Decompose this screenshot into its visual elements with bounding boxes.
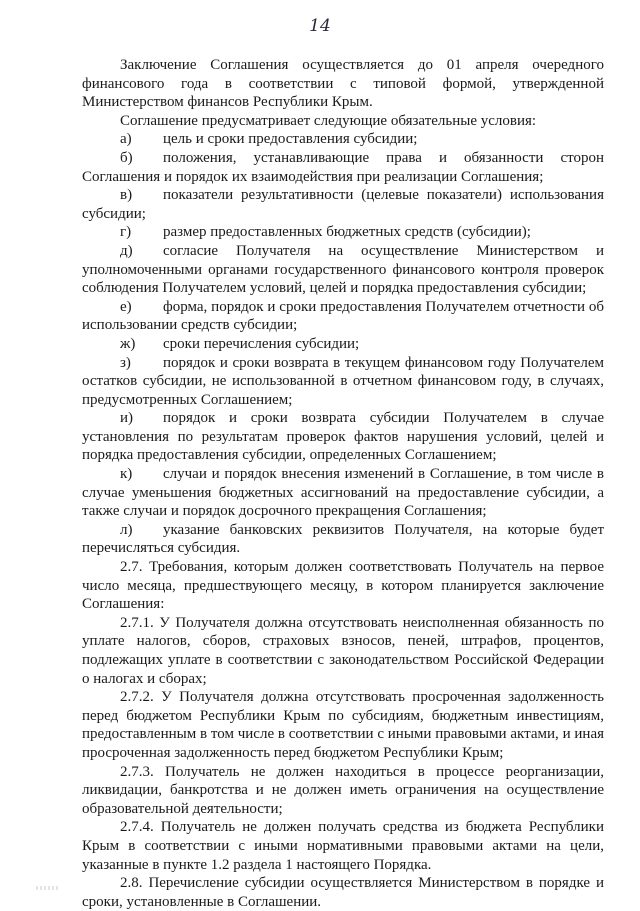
list-marker: в) (120, 187, 133, 204)
list-marker: к) (120, 466, 133, 483)
list-item (82, 130, 604, 149)
list-marker: е) (120, 298, 132, 315)
list-item (82, 242, 604, 298)
list-item-text: случаи и порядок внесения изменений в Соглашение, в том числе в случае уменьшения бюджетных ассигнований на предоставление субсидии, а также случаи и порядок досрочного прекращения Соглашения; (82, 466, 604, 520)
intro-paragraph: Заключение Соглашения осуществляется до 01 апреля очередного финансового года в соответствии с типовой формой, утвержденной Министерством финансов Республики Крым. (82, 57, 604, 111)
list-item-text: цель и сроки предоставления субсидии; (163, 131, 418, 148)
list-marker: б) (120, 149, 133, 166)
list-item (82, 465, 604, 521)
intro-paragraph: Соглашение предусматривает следующие обязательные условия: (120, 112, 537, 129)
list-item (82, 298, 604, 335)
clause-2-7: 2.7. Требования, которым должен соответствовать Получатель на первое число месяца, предшествующего месяцу, в котором планируется заключение Соглашения: (82, 559, 604, 613)
list-item-text: согласие Получателя на осуществление Министерством и уполномоченными органами государственного финансового контроля проверок соблюдения Получателем условий, целей и порядка предоставления субсидии; (82, 242, 604, 297)
list-marker: ж) (120, 335, 136, 352)
list-item-text: форма, порядок и сроки предоставления Получателем отчетности об использовании средств субсидии; (82, 298, 604, 334)
list-item (82, 335, 604, 354)
list-marker: л) (120, 521, 133, 538)
list-item-text: порядок и сроки возврата субсидии Получателем в случае установления по результатам проверок фактов нарушения условий, целей и порядка предоставления субсидии, определенных Соглашением; (82, 410, 604, 464)
list-marker: а) (120, 131, 132, 148)
list-item-text: порядок и сроки возврата в текущем финансовом году Получателем остатков субсидии, не использованной в отчетном финансовом году, в случаях, предусмотренных Соглашением; (82, 354, 604, 408)
list-item-text: указание банковских реквизитов Получателя, на которые будет перечисляться субсидия. (82, 521, 604, 557)
scan-artifact (36, 886, 58, 890)
list-item-text: показатели результативности (целевые показатели) использования субсидии; (82, 187, 604, 222)
clause-2-7-3: 2.7.3. Получатель не должен находиться в процессе реорганизации, ликвидации, банкротства и не должен иметь ограничения на осуществление образовательной деятельности; (82, 763, 604, 817)
list-item-text: положения, устанавливающие права и обязанности сторон Соглашения и порядок их взаимодействия при реализации Соглашения; (82, 149, 604, 185)
list-marker: д) (120, 242, 133, 259)
list-item-text: размер предоставленных бюджетных средств (субсидии); (163, 224, 531, 241)
list-item-text: сроки перечисления субсидии; (163, 335, 360, 352)
clause-2-7-1: 2.7.1. У Получателя должна отсутствовать неисполненная обязанность по уплате налогов, сборов, страховых взносов, пеней, штрафов, процентов, подлежащих уплате в соответствии с законодательством Российской Федерации о налогах и сборах; (82, 614, 604, 687)
list-item (82, 521, 604, 558)
clause-2-8: 2.8. Перечисление субсидии осуществляется Министерством в порядке и сроки, установленные в Соглашении. (82, 875, 604, 910)
list-item (82, 186, 604, 223)
list-item (82, 409, 604, 465)
conditions-list (82, 130, 604, 558)
clause-2-7-2: 2.7.2. У Получателя должна отсутствовать просроченная задолженность перед бюджетом Республики Крым по субсидиям, бюджетным инвестициям, предоставленным в том числе в соответствии с иными правовыми актами, и иная просроченная задолженность перед бюджетом Республики Крым; (82, 689, 604, 761)
clause-2-7-4: 2.7.4. Получатель не должен получать средства из бюджета Республики Крым в соответствии с иными нормативными правовыми актами на цели, указанные в пункте 1.2 раздела 1 настоящего Порядка. (82, 819, 604, 873)
list-marker: г) (120, 224, 132, 241)
list-item (82, 354, 604, 410)
document-body (82, 56, 604, 911)
list-marker: и) (120, 410, 134, 427)
list-marker: з) (120, 354, 131, 371)
list-item (82, 149, 604, 186)
page-number: 14 (309, 16, 331, 36)
list-item (82, 223, 604, 242)
